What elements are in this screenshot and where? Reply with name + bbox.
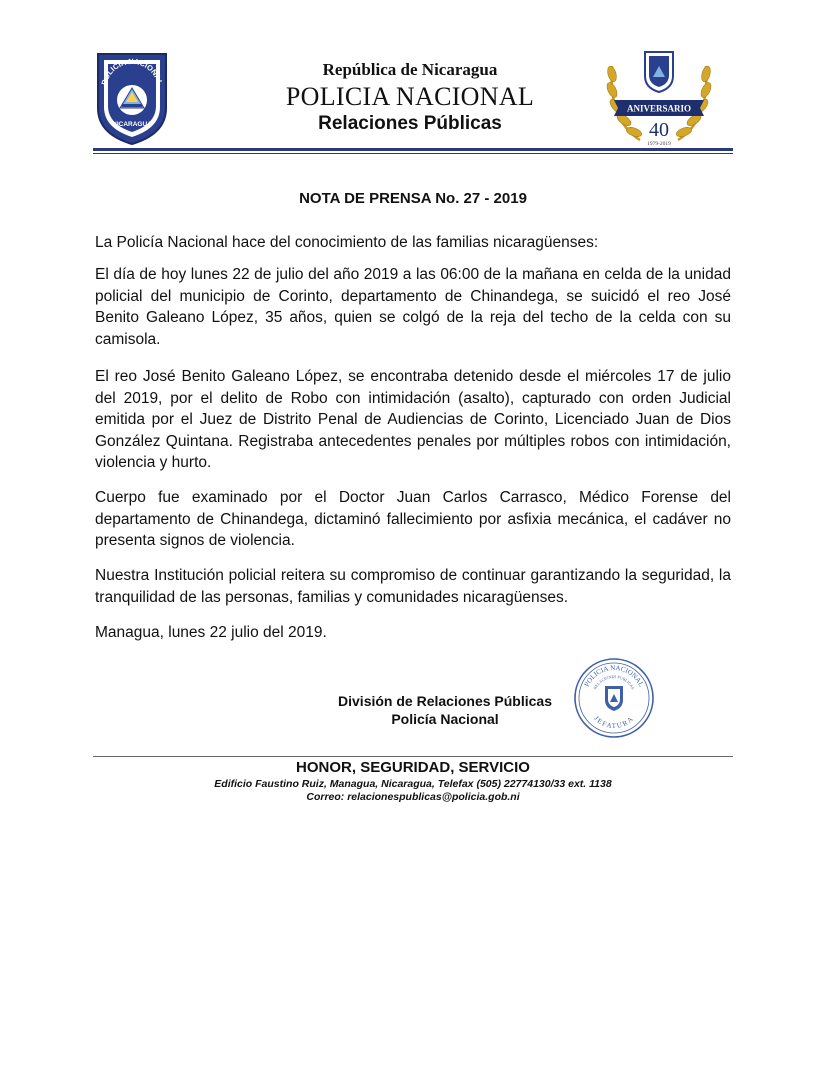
country-name: República de Nicaragua xyxy=(322,60,498,79)
body-paragraph: Cuerpo fue examinado por el Doctor Juan Carlos Carrasco, Médico Forense del departamento de Chinandega, dictaminó fallecimiento por asfixia mecánica, el cadáver no presenta signos de violencia. xyxy=(95,489,731,550)
department-name: Relaciones Públicas xyxy=(318,113,502,134)
intro-paragraph: La Policía Nacional hace del conocimiento de las familias nicaragüenses: xyxy=(95,234,599,251)
footer-address: Edificio Faustino Ruiz, Managua, Nicaragua, Telefax (505) 22774130/33 ext. 1138 xyxy=(214,778,612,790)
svg-text:JEFATURA xyxy=(592,714,635,730)
footer-rule xyxy=(93,756,733,757)
official-seal-icon xyxy=(572,656,656,740)
organization-name: POLICIA NACIONAL xyxy=(285,82,535,111)
anniversary-years: 1979-2019 xyxy=(647,141,671,147)
press-note-title: NOTA DE PRENSA No. 27 - 2019 xyxy=(299,190,527,207)
badge-bottom-text: NICARAGUA xyxy=(112,121,152,128)
body-paragraph: Nuestra Institución policial reitera su compromiso de continuar garantizando la seguridad, la tranquilidad de las personas, familias y comunidades nicaragüenses. xyxy=(95,567,731,606)
anniversary-number: 40 xyxy=(649,119,669,141)
header-rule-thick xyxy=(93,148,733,151)
signature-line-1: División de Relaciones Públicas xyxy=(338,693,552,709)
badge-top-text: POLICIA NACIONAL xyxy=(99,56,165,86)
footer-email: Correo: relacionespublicas@policia.gob.ni xyxy=(306,791,520,803)
seal-middle-text: RELACIONES PUBLICAS xyxy=(592,673,636,691)
body-paragraph: El reo José Benito Galeano López, se encontraba detenido desde el miércoles 17 de julio del 2019, por el delito de Robo con intimidación (asalto), capturado con orden Judicial emitida por el Juez de Distrito Penal de Audiencias de Corinto, Licenciado Juan de Dios González Quintana. Registraba antecedentes penales por múltiples robos con intimidación, violencia y hurto. xyxy=(95,368,731,472)
body-paragraph: El día de hoy lunes 22 de julio del año 2019 a las 06:00 de la mañana en celda de la unidad policial del municipio de Corinto, departamento de Chinandega, se suicidó el reo José Benito Galeano López, 35 años, quien se colgó de la reja del techo de la celda con su camisola. xyxy=(95,266,731,348)
anniversary-banner-text: ANIVERSARIO xyxy=(626,103,692,114)
seal-bottom-text: JEFATURA xyxy=(592,714,636,731)
header-rule-thin xyxy=(93,153,733,154)
police-badge-icon xyxy=(92,50,172,146)
svg-text:POLICIA NACIONAL xyxy=(582,663,646,691)
seal-top-text: POLICIA NACIONAL xyxy=(582,663,646,689)
footer-motto: HONOR, SEGURIDAD, SERVICIO xyxy=(296,759,530,776)
signature-line-2: Policía Nacional xyxy=(391,711,499,727)
date-line: Managua, lunes 22 julio del 2019. xyxy=(95,624,327,641)
anniversary-laurel-icon xyxy=(600,44,718,148)
